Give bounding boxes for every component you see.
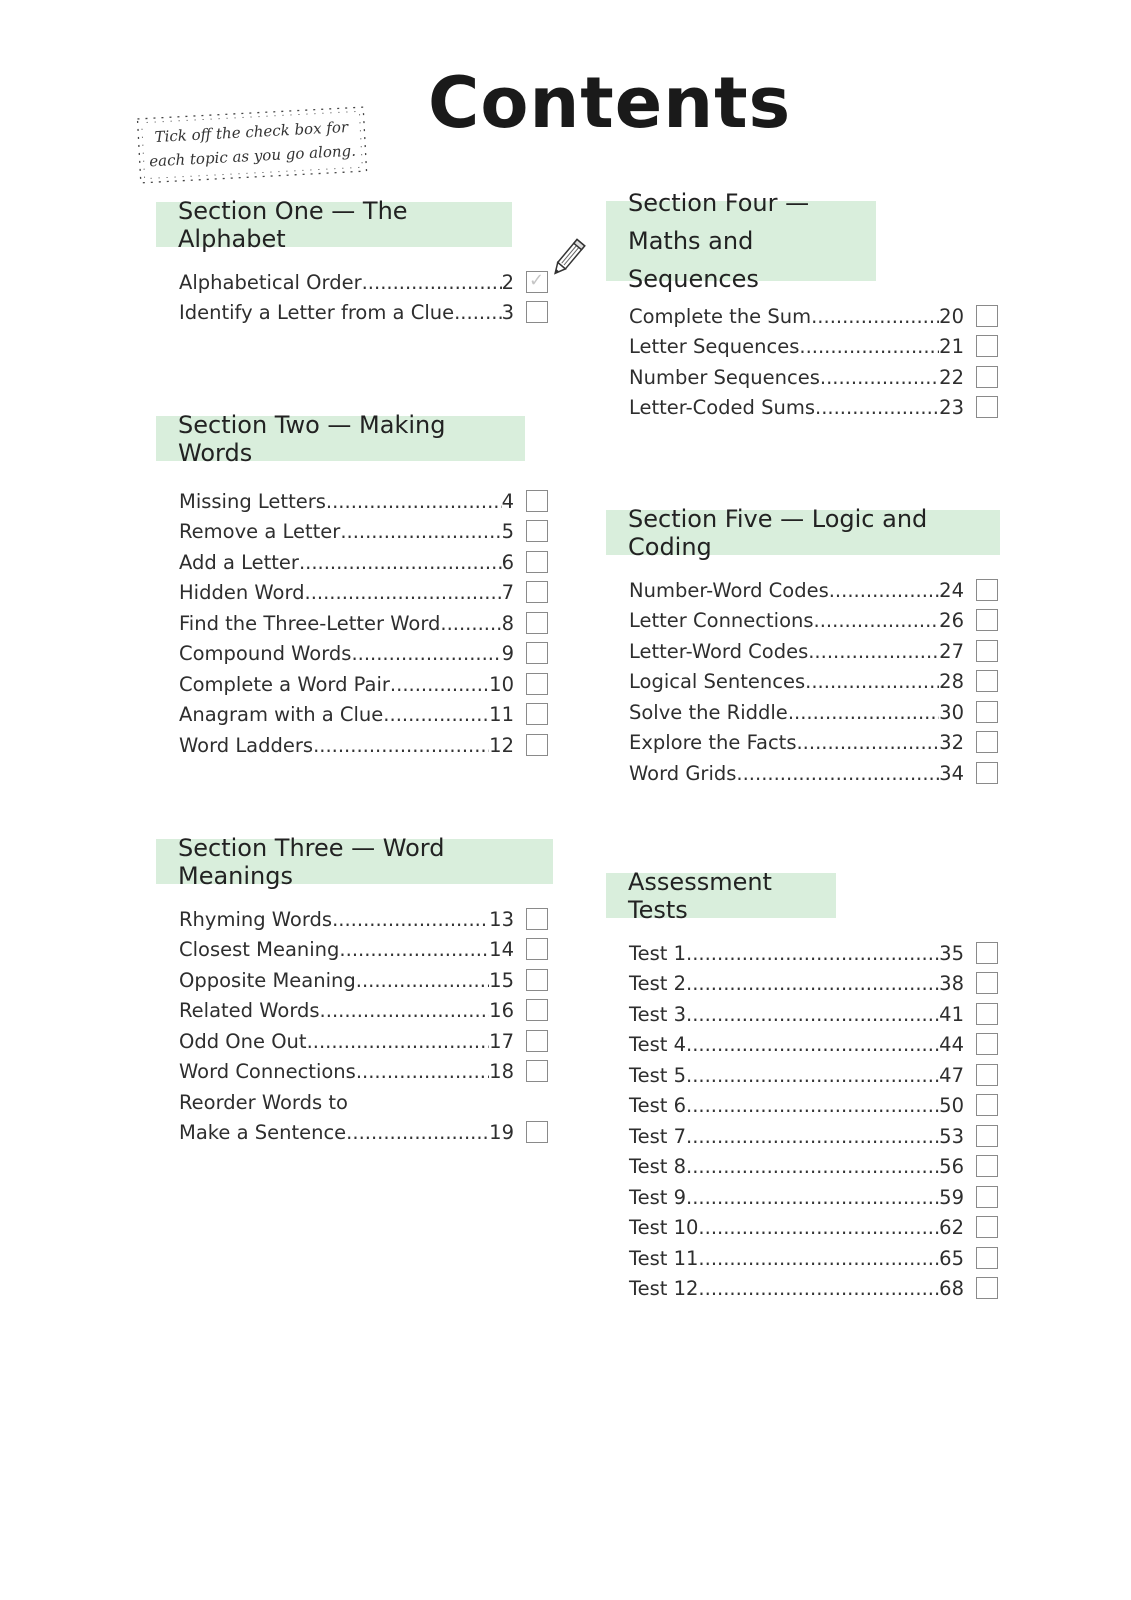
- entry-label: Hidden Word: [179, 581, 305, 604]
- leader-dots: [440, 612, 501, 635]
- toc-entry: [629, 995, 998, 1026]
- toc-entry: [179, 1053, 548, 1084]
- entry-page: 9: [501, 642, 514, 665]
- toc-entry: [629, 1117, 998, 1148]
- entry-label: Letter Connections: [629, 609, 814, 632]
- leader-dots: [796, 731, 939, 754]
- checkbox-icon[interactable]: [526, 271, 548, 293]
- toc-entry: [179, 992, 548, 1023]
- toc-entry: [629, 1026, 998, 1057]
- leader-dots: [736, 762, 939, 785]
- toc-entry: [179, 482, 548, 513]
- entry-label: Word Ladders: [179, 733, 314, 757]
- entry-page: 38: [939, 972, 964, 995]
- toc-entry-line-1: [179, 1083, 548, 1114]
- entry-label: Related Words: [179, 999, 320, 1022]
- toc-entry: [629, 389, 998, 420]
- toc-entry: [179, 961, 548, 992]
- checkbox-icon[interactable]: [976, 972, 998, 994]
- leader-dots: [307, 1030, 490, 1053]
- leader-dots: [820, 366, 939, 389]
- entry-page: 47: [939, 1063, 964, 1087]
- toc-entry: [629, 297, 998, 328]
- checkbox-icon[interactable]: [526, 999, 548, 1021]
- entry-label: Test 6: [629, 1094, 687, 1117]
- leader-dots: [686, 1155, 939, 1178]
- checkbox-icon[interactable]: [526, 490, 548, 512]
- entry-page: 23: [939, 396, 964, 419]
- checkbox-icon[interactable]: [976, 1125, 998, 1147]
- entry-label: Number-Word Codes: [629, 578, 829, 602]
- entry-page: 53: [939, 1124, 964, 1148]
- section-assessment-tests: [606, 867, 998, 1300]
- toc-entry: [629, 934, 998, 965]
- checkbox-icon[interactable]: [976, 670, 998, 692]
- entry-label: Letter-Word Codes: [629, 639, 809, 663]
- checkbox-icon[interactable]: [976, 1094, 998, 1116]
- toc-entry: [629, 632, 998, 663]
- leader-dots: [698, 1247, 939, 1270]
- toc-entry: [629, 602, 998, 633]
- checkbox-icon[interactable]: [976, 731, 998, 753]
- checkbox-icon[interactable]: [976, 1003, 998, 1025]
- toc-entry: [179, 604, 548, 635]
- checkbox-icon[interactable]: [526, 969, 548, 991]
- note-line-2: each topic as you go along.: [148, 141, 357, 171]
- entry-label: Test 2: [629, 972, 687, 995]
- checkbox-icon[interactable]: [976, 942, 998, 964]
- checkbox-icon[interactable]: [526, 520, 548, 542]
- entry-label: Reorder Words to: [179, 1090, 348, 1114]
- entry-label: Logical Sentences: [629, 670, 806, 693]
- entry-label: Test 7: [629, 1124, 687, 1148]
- checkbox-icon[interactable]: [526, 1060, 548, 1082]
- entry-label: Solve the Riddle: [629, 700, 788, 724]
- page-title: Contents: [428, 62, 792, 144]
- pencil-icon: [548, 236, 588, 280]
- entry-page: 35: [939, 941, 964, 965]
- entry-page: 4: [501, 489, 514, 513]
- toc-entry: [629, 724, 998, 755]
- leader-dots: [686, 1064, 939, 1087]
- toc-entry: [629, 1270, 998, 1301]
- toc-entry: [179, 726, 548, 757]
- toc-entry: [179, 696, 548, 727]
- toc-entry: [629, 571, 998, 602]
- leader-dots: [339, 938, 489, 961]
- entry-page: 14: [489, 938, 514, 961]
- leader-dots: [356, 1060, 489, 1083]
- entry-label: Add a Letter: [179, 550, 299, 574]
- checkbox-icon[interactable]: [976, 640, 998, 662]
- entry-label: Odd One Out: [179, 1029, 307, 1053]
- section-three-entries: [179, 900, 548, 1144]
- leader-dots: [686, 1003, 939, 1026]
- checkbox-icon[interactable]: [976, 1033, 998, 1055]
- leader-dots: [362, 271, 502, 294]
- entry-label: Closest Meaning: [179, 938, 340, 961]
- entry-page: 22: [939, 365, 964, 389]
- section-one-header: Section One — The Alphabet: [156, 202, 512, 247]
- tick-icon: ✓: [529, 269, 545, 291]
- checkbox-icon[interactable]: [526, 551, 548, 573]
- checkbox-icon[interactable]: [526, 734, 548, 756]
- entry-label: Complete the Sum: [629, 304, 812, 328]
- entry-label: Anagram with a Clue: [179, 703, 384, 726]
- entry-label: Make a Sentence: [179, 1121, 347, 1144]
- toc-entry: [179, 1022, 548, 1053]
- entry-label: Test 5: [629, 1063, 687, 1087]
- toc-entry: [629, 965, 998, 996]
- entry-page: 15: [489, 968, 514, 992]
- entry-label: Test 1: [629, 941, 687, 965]
- entry-page: 50: [939, 1094, 964, 1117]
- entry-page: 7: [501, 581, 514, 604]
- entry-page: 28: [939, 670, 964, 693]
- entry-page: 56: [939, 1155, 964, 1178]
- entry-page: 59: [939, 1185, 964, 1209]
- entry-label: Word Connections: [179, 1060, 356, 1083]
- toc-entry: [179, 931, 548, 962]
- entry-page: 13: [489, 907, 514, 931]
- checkbox-icon[interactable]: [976, 762, 998, 784]
- toc-entry: [179, 513, 548, 544]
- leader-dots: [815, 396, 939, 419]
- leader-dots: [305, 581, 502, 604]
- checkbox-icon[interactable]: [976, 1247, 998, 1269]
- entry-page: 26: [939, 609, 964, 632]
- section-two: [156, 410, 548, 757]
- section-four: [606, 189, 998, 419]
- entry-page: 6: [501, 550, 514, 574]
- leader-dots: [340, 520, 501, 543]
- checkbox-icon[interactable]: [976, 579, 998, 601]
- entry-page: 12: [489, 733, 514, 757]
- entry-label: Rhyming Words: [179, 907, 333, 931]
- checkbox-icon[interactable]: [526, 673, 548, 695]
- checkbox-icon[interactable]: [976, 1216, 998, 1238]
- section-one: [156, 196, 548, 324]
- toc-entry: [629, 1239, 998, 1270]
- entry-label: Remove a Letter: [179, 520, 341, 543]
- leader-dots: [346, 1121, 489, 1144]
- section-three-header: Section Three — Word Meanings: [156, 839, 553, 884]
- entry-label: Test 9: [629, 1185, 687, 1209]
- toc-entry: [629, 328, 998, 359]
- section-two-entries: [179, 482, 548, 757]
- entry-label: Test 10: [629, 1216, 699, 1239]
- toc-entry: [629, 754, 998, 785]
- section-five-header: Section Five — Logic and Coding: [606, 510, 1000, 555]
- toc-entry: [629, 1209, 998, 1240]
- leader-dots: [326, 490, 502, 513]
- checkbox-icon[interactable]: [976, 305, 998, 327]
- checkbox-icon[interactable]: [976, 366, 998, 388]
- checkbox-icon[interactable]: [526, 703, 548, 725]
- leader-dots: [390, 673, 489, 696]
- toc-entry: [629, 1056, 998, 1087]
- checkbox-icon[interactable]: [976, 1155, 998, 1177]
- leader-dots: [686, 1125, 939, 1148]
- entry-page: 27: [939, 639, 964, 663]
- leader-dots: [811, 305, 939, 328]
- leader-dots: [814, 609, 940, 632]
- entry-label: Test 11: [629, 1246, 699, 1270]
- entry-page: 19: [489, 1121, 514, 1144]
- entry-page: 62: [939, 1216, 964, 1239]
- toc-entry: [629, 358, 998, 389]
- leader-dots: [686, 1094, 939, 1117]
- checkbox-icon[interactable]: [976, 335, 998, 357]
- checkbox-icon[interactable]: [526, 642, 548, 664]
- toc-entry: [629, 1087, 998, 1118]
- leader-dots: [698, 1216, 939, 1239]
- leader-dots: [686, 1186, 939, 1209]
- entry-page: 5: [501, 520, 514, 543]
- checkbox-icon[interactable]: [976, 1277, 998, 1299]
- section-four-title-line-1: Section Four —: [628, 189, 810, 217]
- entry-page: 68: [939, 1277, 964, 1300]
- leader-dots: [799, 335, 939, 358]
- toc-entry: [179, 574, 548, 605]
- leader-dots: [788, 701, 939, 724]
- checkbox-icon[interactable]: [526, 1121, 548, 1143]
- leader-dots: [808, 640, 939, 663]
- section-three: [156, 833, 548, 1144]
- entry-page: 44: [939, 1033, 964, 1056]
- entry-label: Word Grids: [629, 761, 737, 785]
- checkbox-icon[interactable]: [526, 938, 548, 960]
- checkbox-icon[interactable]: [526, 301, 548, 323]
- entry-page: 3: [501, 301, 514, 324]
- checkbox-icon[interactable]: [976, 396, 998, 418]
- entry-page: 16: [489, 999, 514, 1022]
- leader-dots: [383, 703, 489, 726]
- section-five-entries: [629, 571, 998, 785]
- entry-page: 21: [939, 335, 964, 358]
- section-two-header: Section Two — Making Words: [156, 416, 525, 461]
- checkbox-icon[interactable]: [526, 908, 548, 930]
- leader-dots: [454, 301, 501, 324]
- entry-page: 18: [489, 1060, 514, 1083]
- toc-entry: [179, 665, 548, 696]
- leader-dots: [698, 1277, 939, 1300]
- entry-page: 32: [939, 731, 964, 754]
- section-four-title-line-2: Maths and Sequences: [628, 227, 759, 293]
- entry-page: 41: [939, 1002, 964, 1026]
- entry-label: Alphabetical Order: [179, 270, 362, 294]
- toc-entry: [179, 900, 548, 931]
- section-four-entries: [629, 297, 998, 419]
- entry-label: Opposite Meaning: [179, 968, 356, 992]
- entry-page: 65: [939, 1246, 964, 1270]
- entry-label: Test 3: [629, 1002, 687, 1026]
- checkbox-icon[interactable]: [976, 1064, 998, 1086]
- assessment-tests-entries: [629, 934, 998, 1300]
- leader-dots: [356, 969, 489, 992]
- instruction-note: [134, 104, 369, 186]
- entry-label: Letter Sequences: [629, 335, 800, 358]
- entry-page: 34: [939, 761, 964, 785]
- entry-page: 2: [501, 270, 514, 294]
- leader-dots: [351, 642, 501, 665]
- toc-entry: [629, 663, 998, 694]
- entry-label: Explore the Facts: [629, 731, 797, 754]
- checkbox-icon[interactable]: [976, 609, 998, 631]
- entry-label: Identify a Letter from a Clue: [179, 301, 455, 324]
- leader-dots: [299, 551, 502, 574]
- toc-entry: [179, 1114, 548, 1145]
- leader-dots: [332, 908, 489, 931]
- entry-label: Test 4: [629, 1033, 687, 1056]
- checkbox-icon[interactable]: [526, 1030, 548, 1052]
- section-five: [606, 504, 998, 785]
- leader-dots: [320, 999, 490, 1022]
- toc-entry: [179, 263, 548, 294]
- leader-dots: [313, 734, 489, 757]
- entry-page: 10: [489, 672, 514, 696]
- entry-page: 20: [939, 304, 964, 328]
- entry-page: 8: [501, 611, 514, 635]
- entry-page: 30: [939, 700, 964, 724]
- section-one-entries: [179, 263, 548, 324]
- checkbox-icon[interactable]: [976, 701, 998, 723]
- toc-entry: [179, 294, 548, 325]
- entry-page: 11: [489, 703, 514, 726]
- note-line-1: Tick off the check box for: [154, 117, 349, 147]
- leader-dots: [829, 579, 939, 602]
- entry-label: Complete a Word Pair: [179, 672, 390, 696]
- toc-entry: [179, 635, 548, 666]
- toc-entry: [629, 1148, 998, 1179]
- entry-label: Test 12: [629, 1277, 699, 1300]
- checkbox-icon[interactable]: [526, 581, 548, 603]
- entry-label: Find the Three-Letter Word: [179, 611, 441, 635]
- toc-entry: [629, 1178, 998, 1209]
- entry-label: Letter-Coded Sums: [629, 396, 816, 419]
- assessment-tests-header: Assessment Tests: [606, 873, 836, 918]
- checkbox-icon[interactable]: [976, 1186, 998, 1208]
- entry-page: 17: [489, 1029, 514, 1053]
- entry-label: Test 8: [629, 1155, 687, 1178]
- entry-label: Missing Letters: [179, 489, 326, 513]
- toc-entry: [179, 543, 548, 574]
- section-four-header: [606, 189, 876, 293]
- leader-dots: [686, 972, 939, 995]
- leader-dots: [686, 1033, 939, 1056]
- toc-entry: [629, 693, 998, 724]
- leader-dots: [805, 670, 939, 693]
- entry-page: 24: [939, 578, 964, 602]
- entry-label: Number Sequences: [629, 365, 820, 389]
- checkbox-icon[interactable]: [526, 612, 548, 634]
- leader-dots: [686, 942, 939, 965]
- entry-label: Compound Words: [179, 642, 352, 665]
